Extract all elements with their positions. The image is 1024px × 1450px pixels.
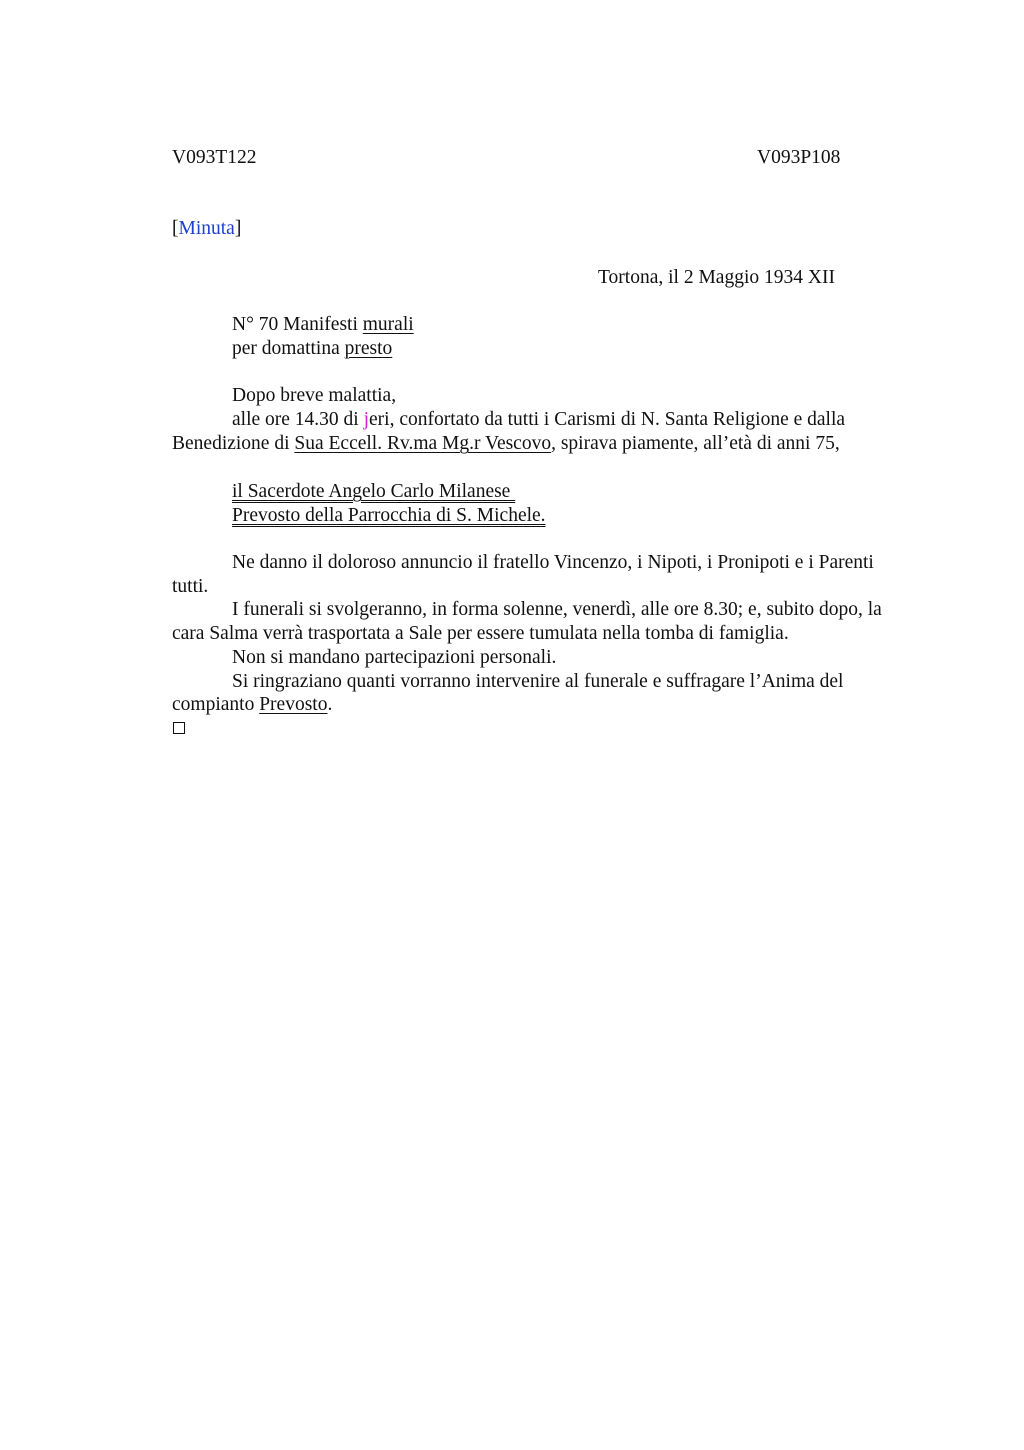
minuta-open-bracket: [ [172, 218, 179, 239]
p2-line-2: tutti. [172, 576, 209, 597]
minuta-close-bracket: ] [234, 218, 242, 239]
p5-line-2-start: compianto [172, 694, 260, 715]
p2-line-1: Ne danno il doloroso annuncio il fratello Vincenzo, i Nipoti, i Pronipoti e i Parenti [232, 552, 874, 573]
note-line-2 [232, 337, 392, 361]
p1-line-3 [172, 432, 840, 456]
note-line-1-underlined: murali [362, 314, 414, 335]
p5-line-2 [172, 693, 332, 717]
p1-line-3-end: , spirava piamente, all’età di anni 75, [551, 433, 840, 454]
document-code-right: V093P108 [757, 147, 841, 168]
note-line-1 [232, 313, 414, 337]
p5-line-2-end: . [327, 694, 333, 715]
p1-line-3-underlined: Sua Eccell. Rv.ma Mg.r Vescovo [294, 433, 552, 454]
p3-line-1: I funerali si svolgeranno, in forma solenne, venerdì, alle ore 8.30; e, subito dopo, la [232, 599, 882, 620]
deceased-title: Prevosto della Parrocchia di S. Michele. [232, 505, 546, 526]
p4-line-1: Non si mandano partecipazioni personali. [232, 647, 557, 668]
p1-corrected-letter: j [363, 409, 370, 430]
dateline: Tortona, il 2 Maggio 1934 XII [598, 267, 835, 288]
minuta-text: Minuta [178, 218, 235, 239]
p1-line-2-end: eri, confortato da tutti i Carismi di N. Santa Religione e dalla [369, 409, 846, 430]
p1-line-2 [232, 408, 845, 432]
p5-line-2-underlined: Prevosto [259, 694, 328, 715]
p5-line-1: Si ringraziano quanti vorranno intervenire al funerale e suffragare l’Anima del [232, 671, 844, 692]
p3-line-2: cara Salma verrà trasportata a Sale per essere tumulata nella tomba di famiglia. [172, 623, 789, 644]
deceased-name: il Sacerdote Angelo Carlo Milanese [232, 481, 516, 502]
document-code-left: V093T122 [172, 147, 257, 168]
minuta-label [172, 217, 241, 241]
note-line-2-underlined: presto [344, 338, 393, 359]
note-line-1-text: N° 70 Manifesti [232, 314, 363, 335]
p1-line-1: Dopo breve malattia, [232, 385, 397, 406]
note-line-2-text: per domattina [232, 338, 345, 359]
end-marker-box-icon [173, 722, 185, 734]
p1-line-2-start: alle ore 14.30 di [232, 409, 364, 430]
p1-line-3-start: Benedizione di [172, 433, 295, 454]
